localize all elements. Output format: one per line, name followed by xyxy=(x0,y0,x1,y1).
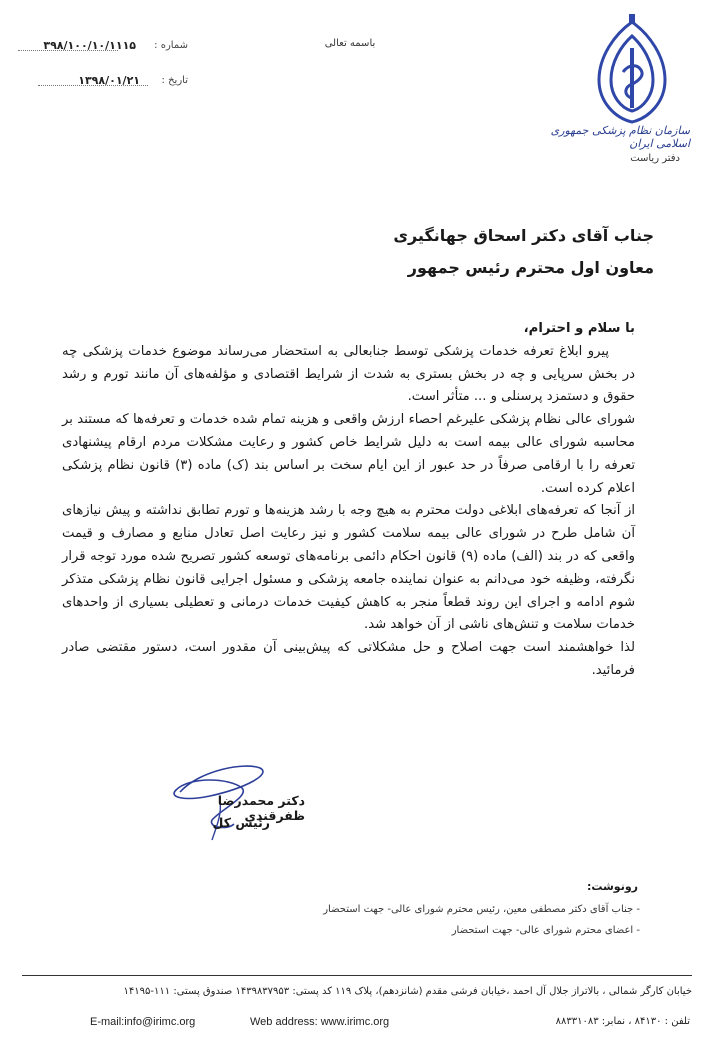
footer-email[interactable]: E-mail:info@irimc.org xyxy=(90,1016,196,1028)
paragraph-2: شورای عالی نظام پزشکی علیرغم احصاء ارزش واقعی و هزینه تمام شده خدمات و تعرفه‌ها که مستند بر محاسبه شورای عالی بیمه است به دلیل شرایط خاص کشور و رعایت مشکلات مردم ارقام پیشنهادی تعرفه را با ارقامی صرفاً در حد عبور از این ایام سخت بر اساس بند (ک) ماده (۳) قانون نظام پزشکی اعلام کرده است. xyxy=(62,412,635,496)
cc-item: - اعضای محترم شورای عالی- جهت استحضار xyxy=(451,925,640,936)
basmala: باسمه تعالی xyxy=(324,38,376,49)
greeting: با سلام و احترام، xyxy=(523,321,635,336)
letter-date-label: تاریخ : xyxy=(161,75,188,86)
letter-body xyxy=(62,318,635,683)
addressee-name: جناب آقای دکتر اسحاق جهانگیری xyxy=(393,226,654,245)
paragraph-1: پیرو ابلاغ تعرفه خدمات پزشکی توسط جنابعالی به استحضار می‌رساند موضوع خدمات پزشکی چه در بخش سرپایی و چه در بخش بستری به شدت از شرایط اقتصادی و مؤلفه‌های آن مانند تورم و رشد حقوق و دستمزد پرسنلی و ... متأثر است. xyxy=(62,343,635,405)
organization-name: سازمان نظام پزشکی جمهوری اسلامی ایران xyxy=(550,124,690,150)
paragraph-4: لذا خواهشمند است جهت اصلاح و حل مشکلاتی که پیش‌بینی آن مقدور است، دستور مقتضی صادر فرمائید. xyxy=(62,640,635,678)
footer-address: خیابان کارگر شمالی ، بالاتراز جلال آل احمد ،خیابان فرشی مقدم (شانزدهم)، پلاک ۱۱۹ کد پستی: ۱۴۳۹۸۳۷۹۵۳ صندوق پستی: ۱۱۱-۱۴۱۹۵ xyxy=(123,986,692,997)
addressee-title: معاون اول محترم رئیس جمهور xyxy=(407,258,654,277)
letter-number xyxy=(28,40,188,56)
signatory-name: دکتر محمدرضا ظفرقندی xyxy=(217,793,305,823)
paragraph-3: از آنجا که تعرفه‌های ابلاغی دولت محترم به هیچ وجه با رشد هزینه‌ها و تورم تطابق نداشته و پیش نیازهای آن شامل طرح در شورای عالی بیمه سلامت کشور و نیز رعایت اصل تعادل منابع و مصارف و قیمت واقعی که در بند (الف) ماده (۹) قانون احکام دائمی برنامه‌های توسعه کشور تصریح شده مورد توجه قرار نگرفته، وظیفه خود می‌دانم به عنوان نماینده جامعه پزشکی و مسئول اجرایی قانون نظام پزشکی متذکر شوم ادامه و اجرای این روند قطعاً منجر به کاهش کیفیت خدمات درمانی و تعطیلی بسیاری از واحدهای خدمات سلامت و تنش‌های ناشی از آن خواهد شد. xyxy=(62,503,636,633)
letter-date-value: ۱۳۹۸/۰۱/۲۱ xyxy=(78,74,140,87)
cc-item: - جناب آقای دکتر مصطفی معین، رئیس محترم شورای عالی- جهت استحضار xyxy=(323,904,640,915)
letter-date xyxy=(28,75,188,91)
footer-contact xyxy=(90,1016,690,1032)
footer-divider xyxy=(22,975,692,976)
letter-number-value: ۳۹۸/۱۰۰/۱۰/۱۱۱۵ xyxy=(43,39,136,52)
irimc-logo xyxy=(585,14,680,129)
letter-number-label: شماره : xyxy=(154,40,188,51)
footer-website[interactable]: Web address: www.irimc.org xyxy=(250,1016,390,1028)
office-name: دفتر ریاست xyxy=(630,153,680,164)
cc-heading: رونوشت: xyxy=(586,880,638,893)
signatory-title: رئیس کل xyxy=(212,815,270,830)
footer-phone-fax: تلفن : ۸۴۱۳۰ ، نمابر: ۸۸۳۳۱۰۸۳ xyxy=(555,1016,690,1027)
